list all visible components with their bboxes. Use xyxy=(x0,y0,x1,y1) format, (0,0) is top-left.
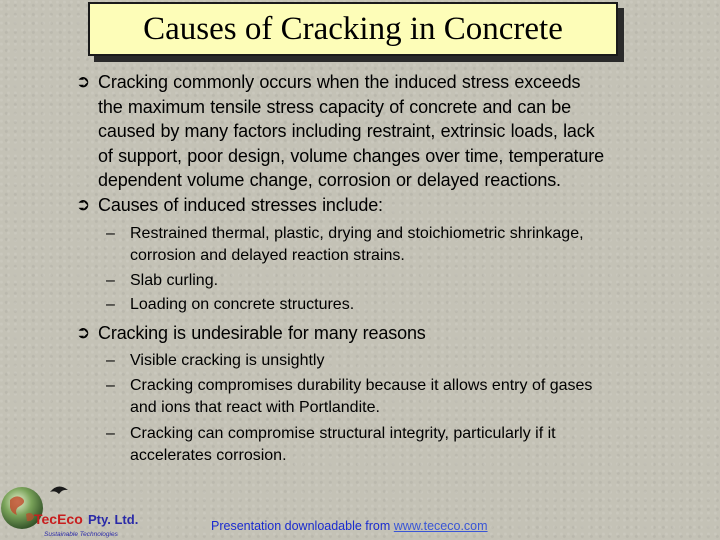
bullet-arrow-icon: ➲ xyxy=(76,323,91,342)
bullet-1 xyxy=(98,70,604,193)
footer-link[interactable]: www.tececo.com xyxy=(393,519,488,533)
sub-bullet-line: Restrained thermal, plastic, drying and stoichiometric shrinkage, xyxy=(130,225,584,242)
sub-bullet-line: accelerates corrosion. xyxy=(130,446,287,464)
bullet-1-line: dependent volume change, corrosion or delayed reactions. xyxy=(98,170,561,190)
bullet-1-line: of support, poor design, volume changes over time, temperature xyxy=(98,145,604,166)
bullet-arrow-icon: ➲ xyxy=(76,72,91,91)
sub-bullet xyxy=(130,270,218,292)
sub-bullet-line: Cracking compromises durability because it allows entry of gases xyxy=(130,377,593,394)
sub-bullet-dash: – xyxy=(106,225,115,242)
sub-bullet xyxy=(130,294,354,316)
bullet-arrow-icon: ➲ xyxy=(76,195,91,214)
footer-text: Presentation downloadable from xyxy=(211,519,394,533)
sub-bullet xyxy=(130,423,556,466)
sub-bullet-line: Visible cracking is unsightly xyxy=(130,352,325,369)
sub-bullet-line: Cracking can compromise structural integrity, particularly if it xyxy=(130,425,556,442)
sub-bullet-dash: – xyxy=(106,425,115,442)
sub-bullet xyxy=(130,223,584,266)
sub-bullet-line: and ions that react with Portlandite. xyxy=(130,398,380,416)
bullet-1-line: the maximum tensile stress capacity of concrete and can be xyxy=(98,96,572,117)
bullet-2 xyxy=(98,193,383,218)
svg-text:Sustainable Technologies: Sustainable Technologies xyxy=(44,531,118,538)
footer xyxy=(211,519,488,533)
bullet-1-line: Cracking commonly occurs when the induced stress exceeds xyxy=(98,72,581,92)
sub-bullet xyxy=(130,375,592,418)
svg-text:TecEco: TecEco xyxy=(34,511,83,527)
sub-bullet-dash: – xyxy=(106,296,115,313)
sub-bullet-dash: – xyxy=(106,352,115,369)
sub-bullet xyxy=(130,350,324,372)
sub-bullet-line: Slab curling. xyxy=(130,272,219,289)
svg-text:Pty. Ltd.: Pty. Ltd. xyxy=(88,512,139,527)
sub-bullet-dash: – xyxy=(106,272,115,289)
bullet-2-line: Causes of induced stresses include: xyxy=(98,195,383,215)
sub-bullet-line: corrosion and delayed reaction strains. xyxy=(130,246,405,264)
sub-bullet-line: Loading on concrete structures. xyxy=(130,296,355,313)
bullet-3-line: Cracking is undesirable for many reasons xyxy=(98,323,426,343)
tececo-logo xyxy=(0,478,170,540)
bullet-3 xyxy=(98,321,426,346)
slide-title: Causes of Cracking in Concrete xyxy=(143,10,563,47)
bullet-1-line: caused by many factors including restraint, extrinsic loads, lack xyxy=(98,121,595,141)
sub-bullet-dash: – xyxy=(106,377,115,394)
bird-icon xyxy=(50,486,68,494)
